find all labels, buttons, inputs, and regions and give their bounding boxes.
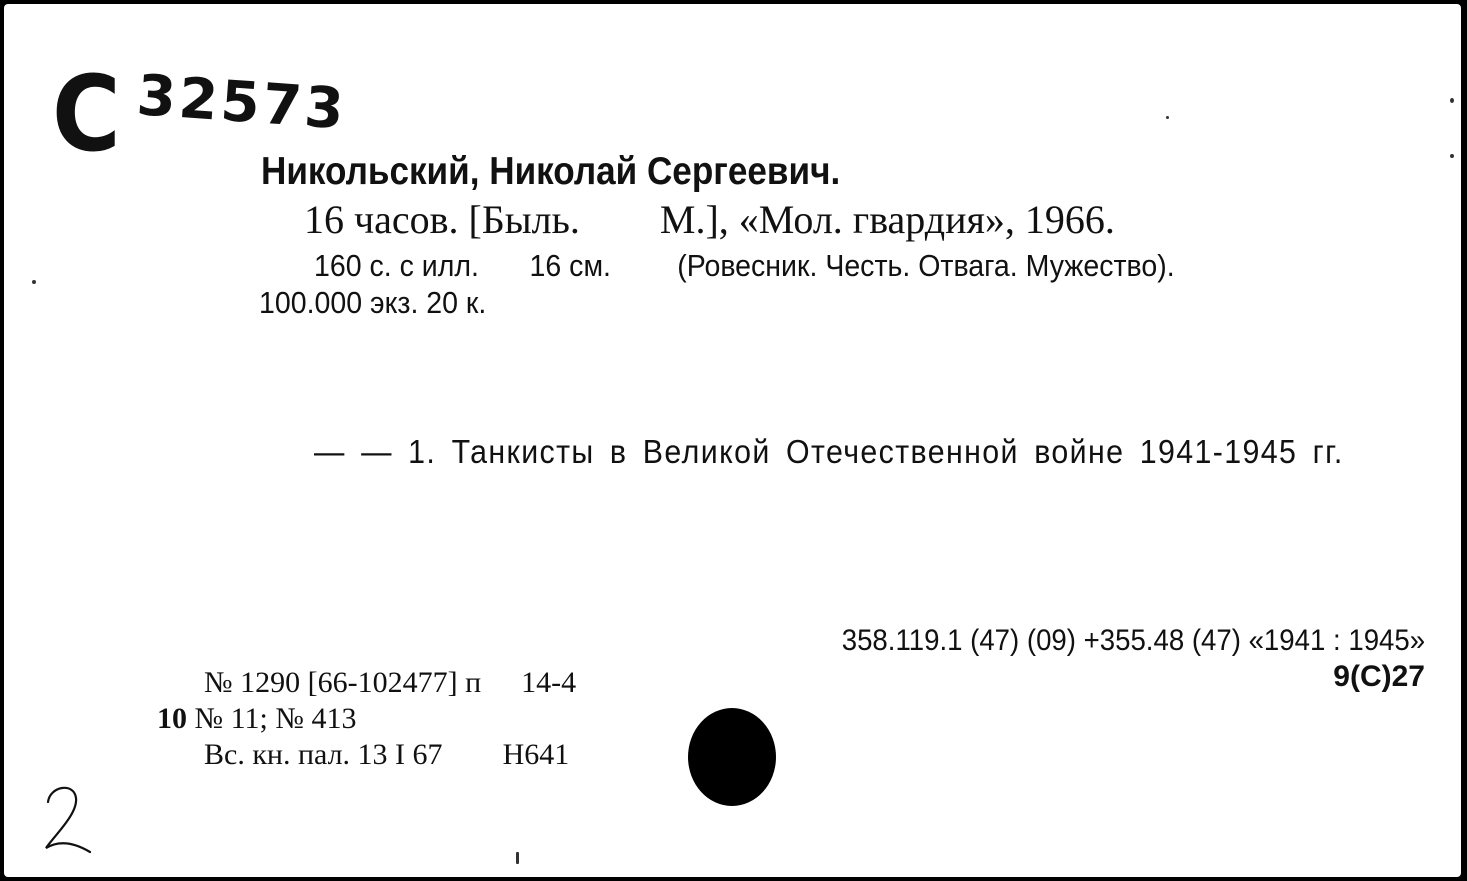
speck <box>1450 154 1454 158</box>
registration-numbers: № 11; № 413 <box>194 702 357 735</box>
edition-price: 100.000 экз. 20 к. <box>259 285 487 320</box>
pages-illustrations: 160 с. с илл. <box>314 248 479 283</box>
registration-line-2 <box>157 702 356 736</box>
registration-line-3 <box>204 738 569 772</box>
registration-prefix: 10 <box>157 702 187 735</box>
registration-code: 14-4 <box>521 666 577 699</box>
physical-description <box>314 248 1175 284</box>
udc-code: 358.119.1 (47) (09) +355.48 (47) «1941 : 1945» <box>841 624 1425 657</box>
title-part1: 16 часов. [Быль. <box>304 197 580 242</box>
punch-hole <box>688 708 776 806</box>
registration-line-1 <box>204 666 576 700</box>
bbk-code: 9(С)27 <box>1333 660 1425 693</box>
title-line <box>304 198 1115 242</box>
speck <box>1450 98 1454 103</box>
call-letter: С <box>52 53 119 175</box>
chamber-date: Вс. кн. пал. 13 I 67 <box>204 738 443 771</box>
author-heading: Никольский, Николай Сергеевич. <box>261 150 841 193</box>
title-part2: М.], «Мол. гвардия», 1966. <box>659 197 1115 242</box>
speck <box>516 852 519 864</box>
size: 16 см. <box>529 248 611 283</box>
chamber-code: Н641 <box>502 738 570 771</box>
speck <box>1166 116 1169 119</box>
handwritten-note <box>34 774 104 864</box>
catalog-card <box>4 4 1461 877</box>
speck <box>32 280 36 284</box>
subject-heading: — — 1. Танкисты в Великой Отечественной войне 1941-1945 гг. <box>314 433 1344 470</box>
series: (Ровесник. Честь. Отвага. Мужество). <box>677 248 1175 283</box>
call-number: 32573 <box>134 63 349 143</box>
registration-number: № 1290 [66-102477] п <box>204 666 482 699</box>
